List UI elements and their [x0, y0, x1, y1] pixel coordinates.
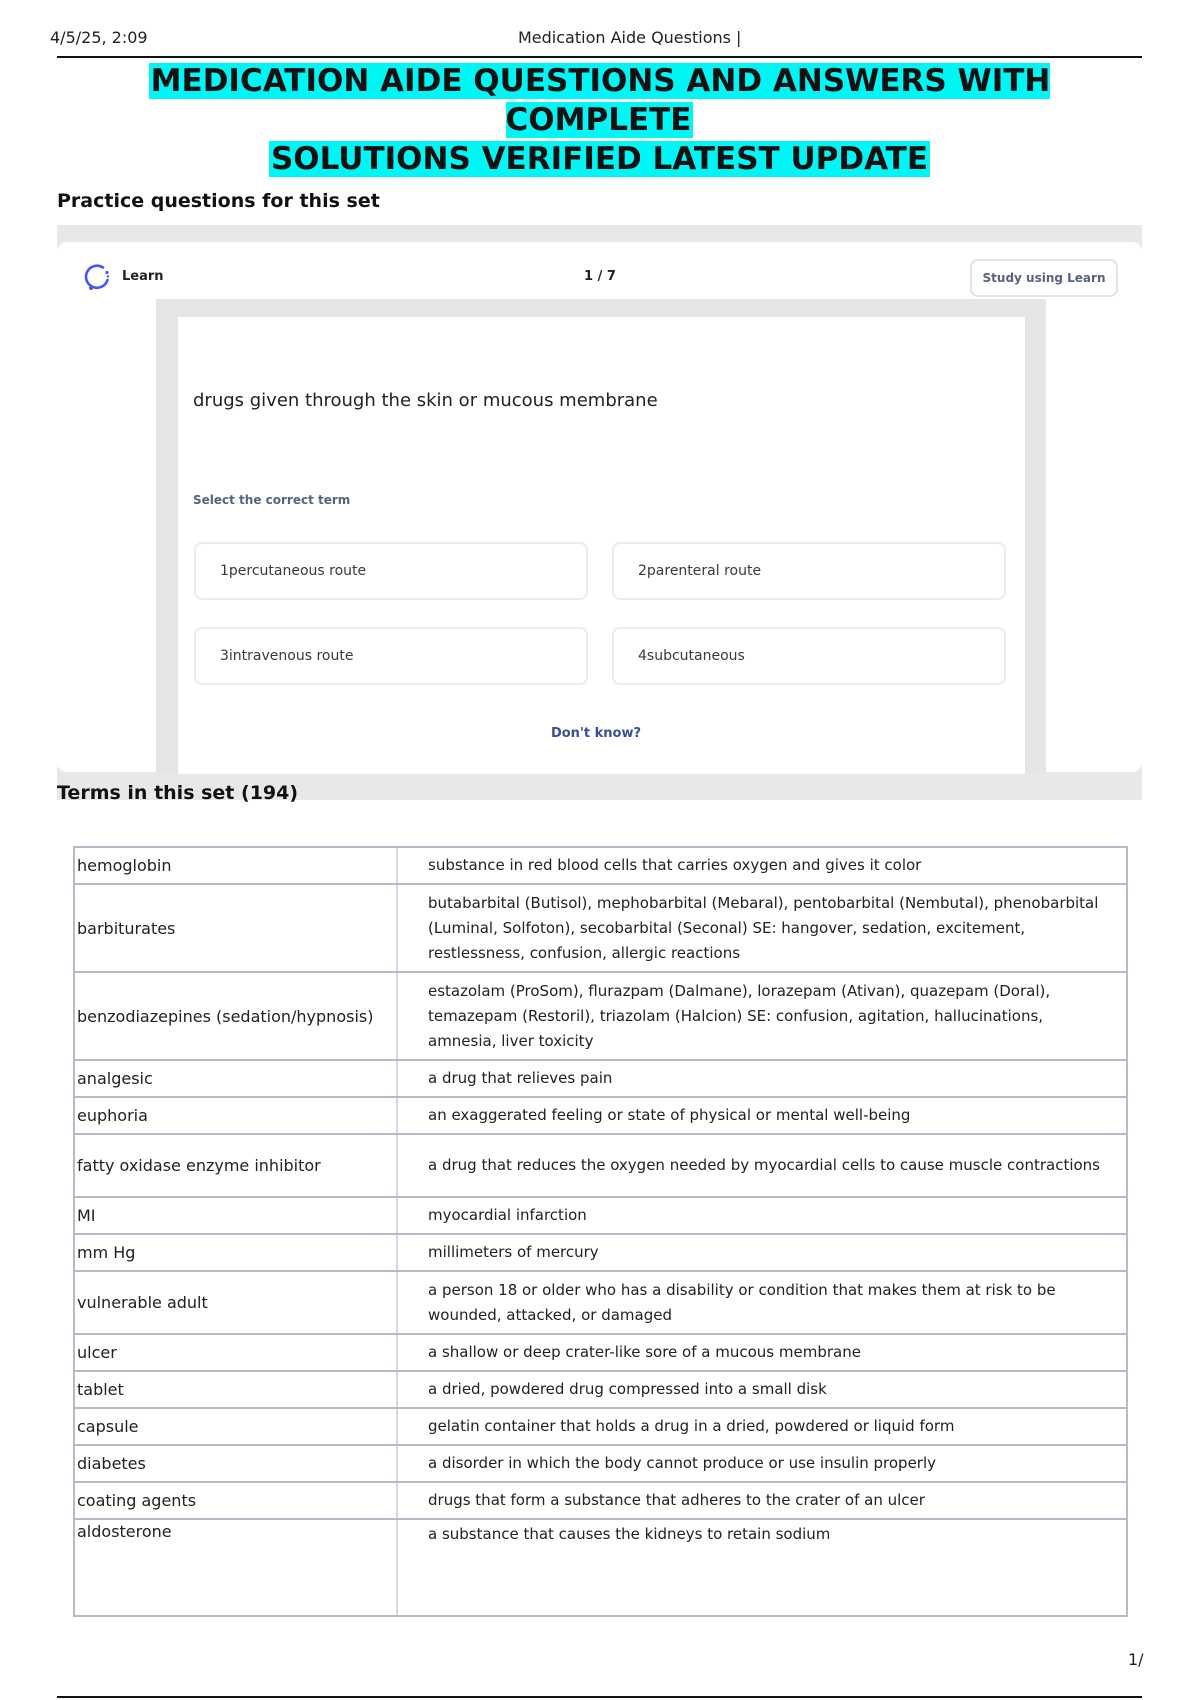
- term-cell: fatty oxidase enzyme inhibitor: [73, 1135, 398, 1196]
- definition-cell: an exaggerated feeling or state of physical or mental well-being: [398, 1098, 1128, 1133]
- term-cell: mm Hg: [73, 1235, 398, 1270]
- table-row: [73, 1444, 1128, 1481]
- term-cell: euphoria: [73, 1098, 398, 1133]
- question-prompt: drugs given through the skin or mucous membrane: [193, 390, 658, 411]
- answer-option-2[interactable]: 2parenteral route: [612, 542, 1006, 600]
- table-row: [73, 1333, 1128, 1370]
- table-row: [73, 1270, 1128, 1333]
- term-cell: benzodiazepines (sedation/hypnosis): [73, 973, 398, 1059]
- question-counter: 1 / 7: [584, 269, 616, 284]
- terms-table: [73, 846, 1128, 1617]
- table-row: [73, 1481, 1128, 1518]
- term-cell: capsule: [73, 1409, 398, 1444]
- select-term-label: Select the correct term: [193, 493, 351, 507]
- term-cell: vulnerable adult: [73, 1272, 398, 1333]
- term-cell: ulcer: [73, 1335, 398, 1370]
- header-datetime: 4/5/25, 2:09: [50, 28, 148, 47]
- table-row: [73, 1133, 1128, 1196]
- definition-cell: estazolam (ProSom), flurazpam (Dalmane), lorazepam (Ativan), quazepam (Doral), temazepam (Restoril), triazolam (Halcion) SE: confusion, agitation, hallucinations, amnesia, liver toxicity: [398, 973, 1128, 1059]
- definition-cell: myocardial infarction: [398, 1198, 1128, 1233]
- table-row: [73, 846, 1128, 883]
- definition-cell: substance in red blood cells that carries oxygen and gives it color: [398, 848, 1128, 883]
- definition-cell: a shallow or deep crater-like sore of a mucous membrane: [398, 1335, 1128, 1370]
- term-cell: MI: [73, 1198, 398, 1233]
- term-cell: hemoglobin: [73, 848, 398, 883]
- document-title-line-2: SOLUTIONS VERIFIED LATEST UPDATE: [270, 141, 929, 177]
- definition-cell: a dried, powdered drug compressed into a small disk: [398, 1372, 1128, 1407]
- term-cell: barbiturates: [73, 885, 398, 971]
- definition-cell: a substance that causes the kidneys to retain sodium: [398, 1520, 1128, 1615]
- learn-label: Learn: [122, 269, 164, 284]
- table-row: [73, 1059, 1128, 1096]
- definition-cell: a drug that reduces the oxygen needed by myocardial cells to cause muscle contractions: [398, 1135, 1128, 1196]
- term-cell: analgesic: [73, 1061, 398, 1096]
- terms-heading: Terms in this set (194): [57, 782, 299, 804]
- table-row: [73, 971, 1128, 1059]
- answer-option-3[interactable]: 3intravenous route: [194, 627, 588, 685]
- table-row: [73, 1233, 1128, 1270]
- table-row: [73, 1518, 1128, 1615]
- definition-cell: gelatin container that holds a drug in a dried, powdered or liquid form: [398, 1409, 1128, 1444]
- learn-progress-icon: [82, 262, 112, 292]
- header-divider: [57, 56, 1142, 58]
- practice-heading: Practice questions for this set: [57, 190, 380, 212]
- term-cell: coating agents: [73, 1483, 398, 1518]
- document-title-line-1: MEDICATION AIDE QUESTIONS AND ANSWERS WITH COMPLETE: [150, 63, 1051, 138]
- table-row: [73, 883, 1128, 971]
- definition-cell: a person 18 or older who has a disability or condition that makes them at risk to be wounded, attacked, or damaged: [398, 1272, 1128, 1333]
- document-title: [57, 62, 1142, 179]
- definition-cell: butabarbital (Butisol), mephobarbital (Mebaral), pentobarbital (Nembutal), phenobarbital (Luminal, Solfoton), secobarbital (Seconal) SE: hangover, sedation, excitement, restlessness, confusion, allergic reactions: [398, 885, 1128, 971]
- table-row: [73, 1370, 1128, 1407]
- table-row: [73, 1196, 1128, 1233]
- term-cell: aldosterone: [73, 1520, 398, 1615]
- table-row: [73, 1407, 1128, 1444]
- table-row: [73, 1096, 1128, 1133]
- footer-divider: [57, 1696, 1142, 1698]
- page-number: 1/: [1128, 1650, 1144, 1669]
- header-title: Medication Aide Questions |: [518, 28, 742, 47]
- term-cell: diabetes: [73, 1446, 398, 1481]
- definition-cell: millimeters of mercury: [398, 1235, 1128, 1270]
- definition-cell: drugs that form a substance that adheres to the crater of an ulcer: [398, 1483, 1128, 1518]
- study-using-learn-button[interactable]: Study using Learn: [970, 259, 1118, 297]
- dont-know-link[interactable]: Don't know?: [550, 726, 642, 741]
- definition-cell: a disorder in which the body cannot produce or use insulin properly: [398, 1446, 1128, 1481]
- answer-option-4[interactable]: 4subcutaneous: [612, 627, 1006, 685]
- answer-option-1[interactable]: 1percutaneous route: [194, 542, 588, 600]
- definition-cell: a drug that relieves pain: [398, 1061, 1128, 1096]
- term-cell: tablet: [73, 1372, 398, 1407]
